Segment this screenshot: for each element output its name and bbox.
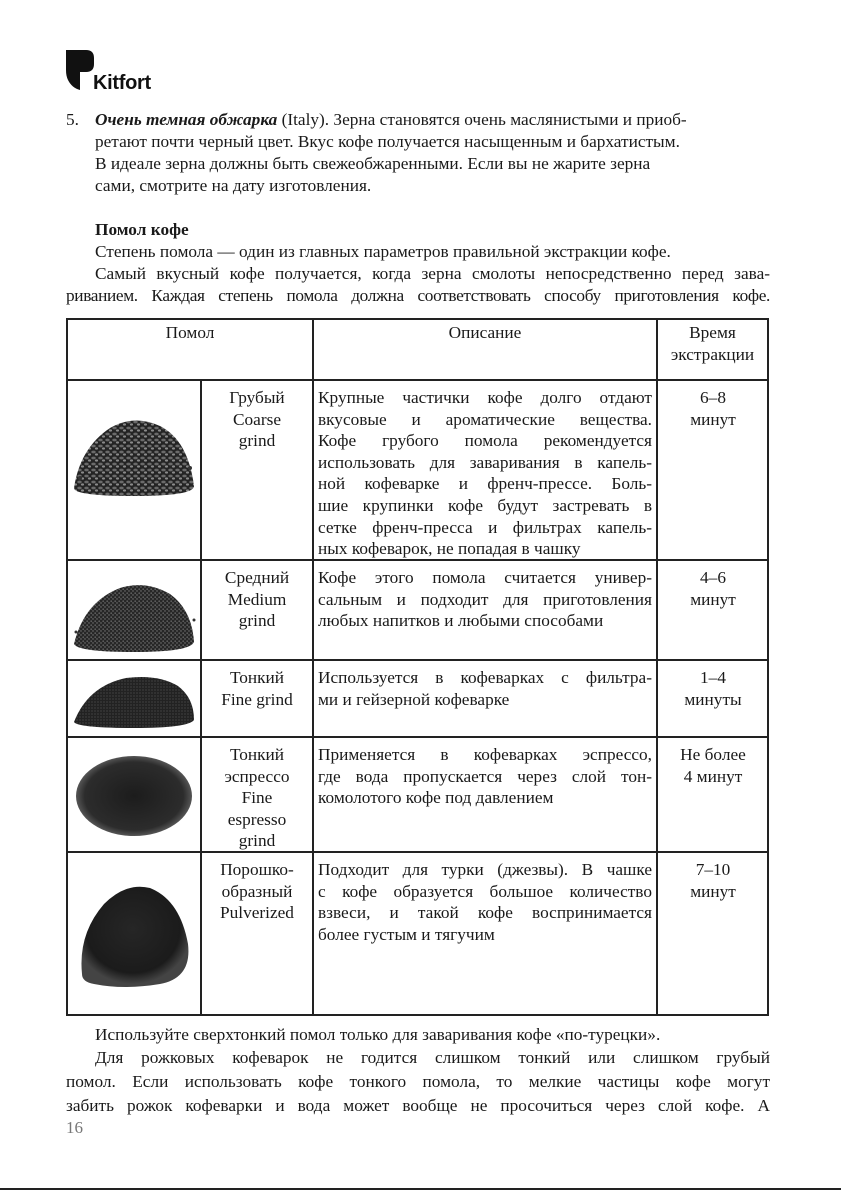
- description-line: ми и гейзерной кофеварке: [318, 689, 510, 709]
- grind-name-line: grind: [238, 831, 276, 851]
- time-line: 6–8: [700, 388, 726, 407]
- description-line: взвеси, и такой кофе воспринимается: [318, 903, 652, 923]
- grind-name-line: Средний: [224, 568, 290, 587]
- item5-line: В идеале зерна должны быть свежеобжаренными. Если вы не жарите зерна: [95, 154, 651, 173]
- description-line: использовать для заваривания в капель-: [318, 452, 652, 472]
- table-rule: [66, 659, 769, 661]
- medium-grind-photo: [70, 572, 198, 654]
- grind-name: [204, 744, 310, 852]
- item5-line: сами, смотрите на дату изготовления.: [95, 176, 372, 195]
- description-line: Крупные частички кофе долго отдают: [318, 388, 652, 407]
- extraction-time: [660, 667, 766, 710]
- description-line: ной кофеварке и френч-прессе. Боль-: [318, 474, 652, 494]
- time-line: минут: [690, 409, 736, 429]
- grinding-para2-line: риванием. Каждая степень помола должна соответствовать способу приготовления кофе.: [66, 286, 770, 305]
- grind-name-line: Fine grind: [221, 689, 293, 709]
- time-line: 7–10: [695, 860, 731, 879]
- time-line: 4 минут: [683, 766, 743, 786]
- kitfort-logo-icon: [66, 50, 96, 90]
- espresso-grind-photo: [72, 750, 196, 840]
- item5-line: ретают почти черный цвет. Вкус кофе получается насыщенным и бархатистым.: [95, 132, 680, 151]
- extraction-time: [660, 859, 766, 902]
- grind-name-line: Тонкий: [229, 745, 285, 764]
- description-line: Кофе этого помола считается универ-: [318, 568, 652, 587]
- grind-description: [318, 667, 652, 710]
- grind-name: [204, 667, 310, 710]
- header-time-line: Время: [689, 323, 736, 342]
- grind-name-line: Coarse: [233, 409, 281, 429]
- pulverized-coffee-photo: [74, 874, 194, 990]
- time-line: минуты: [684, 689, 742, 709]
- coarse-grind-photo: [70, 408, 198, 498]
- description-line: комолотого кофе под давлением: [318, 788, 554, 808]
- description-line: ных кофеварок, не попадая в чашку: [318, 539, 581, 559]
- description-line: Подходит для турки (джезвы). В чашке: [318, 860, 652, 879]
- grind-description: [318, 387, 652, 560]
- time-line: минут: [690, 589, 736, 609]
- grind-name-line: Fine: [241, 788, 273, 808]
- extraction-time: [660, 744, 766, 787]
- time-line: минут: [690, 881, 736, 901]
- description-line: более густым и тягучим: [318, 924, 495, 944]
- table-rule: [200, 379, 202, 1016]
- grind-name: [204, 387, 310, 452]
- page-number: 16: [66, 1118, 83, 1137]
- after-para1: Используйте сверхтонкий помол только для заваривания кофе «по-турецки».: [95, 1025, 661, 1044]
- header-description: Описание: [448, 323, 522, 342]
- item5-first-line: [95, 109, 687, 131]
- item5-line1-rest: (Italy). Зерна становятся очень маслянистыми и приоб-: [277, 110, 687, 129]
- table-rule: [66, 736, 769, 738]
- section-heading: Помол кофе: [95, 220, 189, 239]
- fine-grind-photo: [70, 668, 198, 730]
- grind-name-line: эспрессо: [224, 766, 290, 786]
- bottom-rule: [0, 1188, 841, 1190]
- description-line: шие крупинки кофе будут застревать в: [318, 495, 652, 515]
- grind-name-line: grind: [238, 431, 276, 451]
- description-line: Применяется в кофеварках эспрессо,: [318, 745, 652, 764]
- header-grind: Помол: [165, 323, 215, 342]
- grind-description: [318, 567, 652, 632]
- grind-name: [204, 567, 310, 632]
- header-time-line: экстракции: [670, 344, 755, 364]
- table-rule: [312, 318, 314, 1016]
- grinding-para1: Степень помола — один из главных параметров правильной экстракции кофе.: [95, 242, 671, 261]
- time-line: Не более: [680, 745, 746, 764]
- table-border: [767, 318, 769, 1016]
- after-para2-line: Для рожковых кофеварок не годится слишком тонкий или слишком грубый: [95, 1048, 770, 1067]
- description-line: сальным и подходит для приготовления: [318, 589, 652, 609]
- grind-name-line: Грубый: [229, 388, 285, 407]
- grinding-para2-line: Самый вкусный кофе получается, когда зерна смолоты непосредственно перед зава-: [95, 264, 770, 283]
- grind-name-line: Pulverized: [220, 903, 294, 923]
- brand-logo: [66, 50, 186, 100]
- grind-name-line: Порошко-: [220, 860, 294, 879]
- grind-name-line: Тонкий: [229, 668, 285, 687]
- header-time: [658, 322, 767, 365]
- description-line: где вода пропускается через слой тон-: [318, 766, 652, 786]
- grind-name: [204, 859, 310, 924]
- grind-name-line: образный: [221, 881, 293, 901]
- description-line: сетке френч-пресса и фильтрах капель-: [318, 517, 652, 537]
- description-line: любых напитков и любыми способами: [318, 611, 604, 631]
- grind-description: [318, 744, 652, 809]
- time-line: 1–4: [700, 668, 726, 687]
- time-line: 4–6: [700, 568, 726, 587]
- table-border: [66, 1014, 769, 1016]
- table-border: [66, 318, 68, 1016]
- after-para2-line: забить рожок кофеварки и вода может вообще не просочиться через слой кофе. А: [66, 1096, 770, 1115]
- extraction-time: [660, 567, 766, 610]
- after-para2-line: помол. Если использовать кофе тонкого помола, то мелкие частицы кофе могут: [66, 1072, 770, 1091]
- table-rule: [66, 379, 769, 381]
- table-rule: [66, 851, 769, 853]
- grind-name-line: grind: [238, 611, 276, 631]
- item5-title: Очень темная обжарка: [95, 110, 278, 129]
- brand-name: Kitfort: [93, 72, 151, 94]
- grind-description: [318, 859, 652, 945]
- description-line: с кофе образуется большое количество: [318, 881, 652, 901]
- table-rule: [656, 318, 658, 1016]
- grind-name-line: Medium: [227, 589, 287, 609]
- grind-name-line: espresso: [227, 809, 287, 829]
- table-border: [66, 318, 769, 320]
- description-line: Используется в кофеварках с фильтра-: [318, 668, 652, 687]
- description-line: Кофе грубого помола рекомендуется: [318, 431, 652, 451]
- description-line: вкусовые и ароматические вещества.: [318, 409, 652, 429]
- extraction-time: [660, 387, 766, 430]
- list-number: 5.: [66, 110, 79, 129]
